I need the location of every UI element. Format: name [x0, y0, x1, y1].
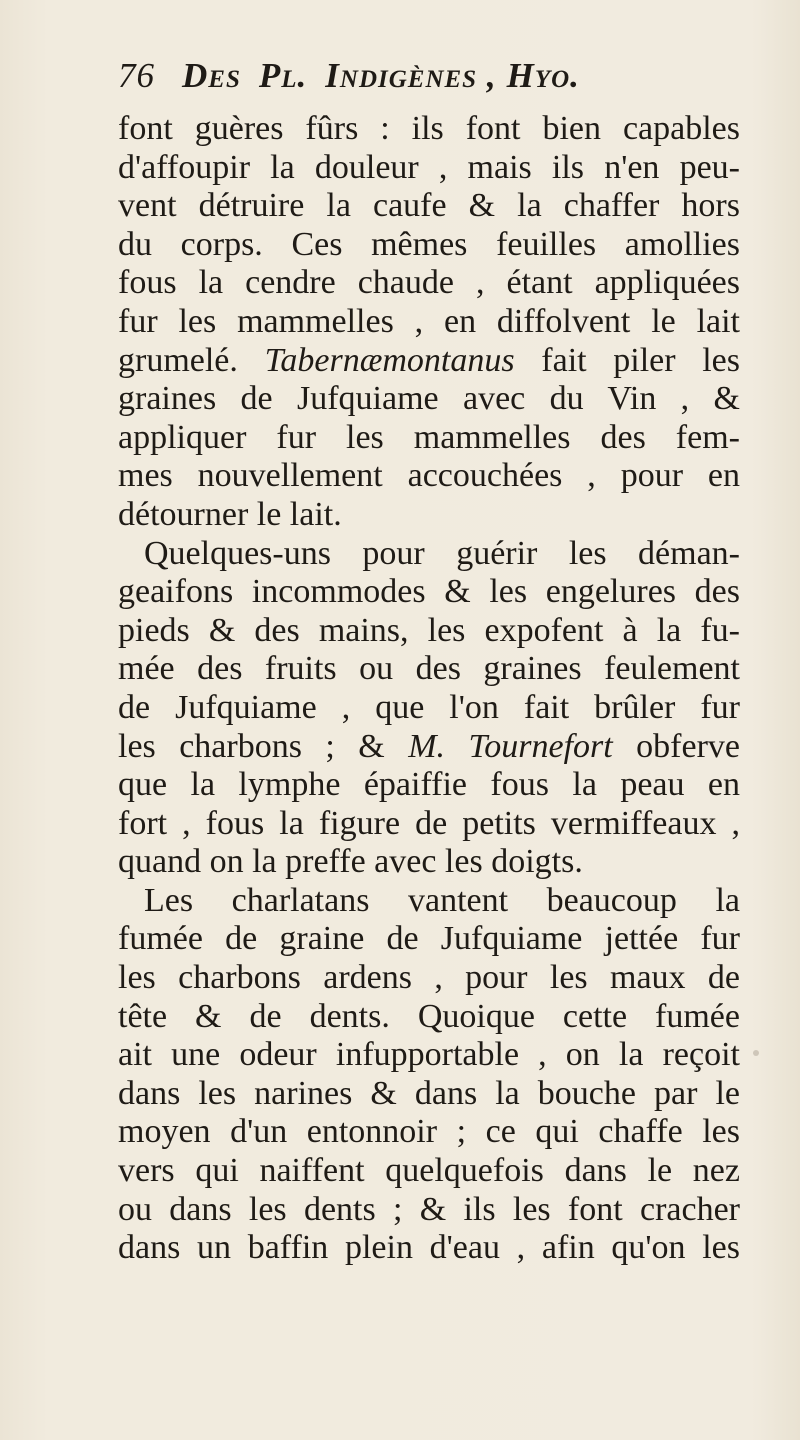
text-line: tête & de dents. Quoique cette fumée	[118, 997, 740, 1035]
paper-speck	[753, 1050, 759, 1056]
text-line: fort , fous la figure de petits vermiffeaux ,	[118, 804, 740, 842]
header-part-1: Des	[182, 56, 241, 95]
text-line: pieds & des mains, les expofent à la fu-	[118, 611, 740, 649]
text-line-with-author: grumelé. Tabernæmontanus fait piler les	[118, 341, 740, 379]
text-line: moyen d'un entonnoir ; ce qui chaffe les	[118, 1113, 740, 1151]
text-line: ait une odeur infupportable , on la reçoit	[118, 1036, 740, 1074]
paragraph-start-line: Quelques-uns pour guérir les déman-	[144, 534, 740, 572]
author-name: M. Tournefort	[408, 727, 613, 765]
text-line: mée des fruits ou des graines feulement	[118, 650, 740, 688]
text-line: que la lymphe épaiffie fous la peau en	[118, 766, 740, 804]
header-part-4: Hyo.	[506, 56, 580, 95]
running-header	[118, 56, 678, 106]
text-line: appliquer fur les mammelles des fem-	[118, 418, 740, 456]
header-part-3: Indigènes ,	[325, 56, 497, 95]
text-line: fur les mammelles , en diffolvent le lait	[118, 302, 740, 340]
text-line: les charbons ardens , pour les maux de	[118, 959, 740, 997]
text-line: vers qui naiffent quelquefois dans le nez	[118, 1152, 740, 1190]
text-line: d'affoupir la douleur , mais ils n'en peu-	[118, 148, 740, 186]
text-line: vent détruire la caufe & la chaffer hors	[118, 187, 740, 225]
header-part-2: Pl.	[258, 56, 308, 95]
text-line-with-author: les charbons ; & M. Tournefort obferve	[118, 727, 740, 765]
text-line: mes nouvellement accouchées , pour en	[118, 457, 740, 495]
text-line: de Jufquiame , que l'on fait brûler fur	[118, 688, 740, 726]
author-name: Tabernæmontanus	[264, 341, 515, 379]
text-line: fous la cendre chaude , étant appliquées	[118, 264, 740, 302]
text-line: geaifons incommodes & les engelures des	[118, 573, 740, 611]
text-line: dans un baffin plein d'eau , afin qu'on les	[118, 1229, 740, 1267]
text-line: graines de Jufquiame avec du Vin , &	[118, 380, 740, 418]
text-line: fumée de graine de Jufquiame jettée fur	[118, 920, 740, 958]
text-line: font guères fûrs : ils font bien capables	[118, 110, 740, 147]
paragraph-start-line: Les charlatans vantent beaucoup la	[144, 881, 740, 919]
paragraph-end-line: quand on la preffe avec les doigts.	[118, 843, 583, 881]
text-line: dans les narines & dans la bouche par le	[118, 1074, 740, 1112]
body-text	[118, 110, 740, 1268]
text-line: ou dans les dents ; & ils les font cracher	[118, 1190, 740, 1228]
text-line: du corps. Ces mêmes feuilles amollies	[118, 225, 740, 263]
page-number: 76	[118, 56, 155, 95]
paragraph-end-line: détourner le lait.	[118, 495, 342, 533]
